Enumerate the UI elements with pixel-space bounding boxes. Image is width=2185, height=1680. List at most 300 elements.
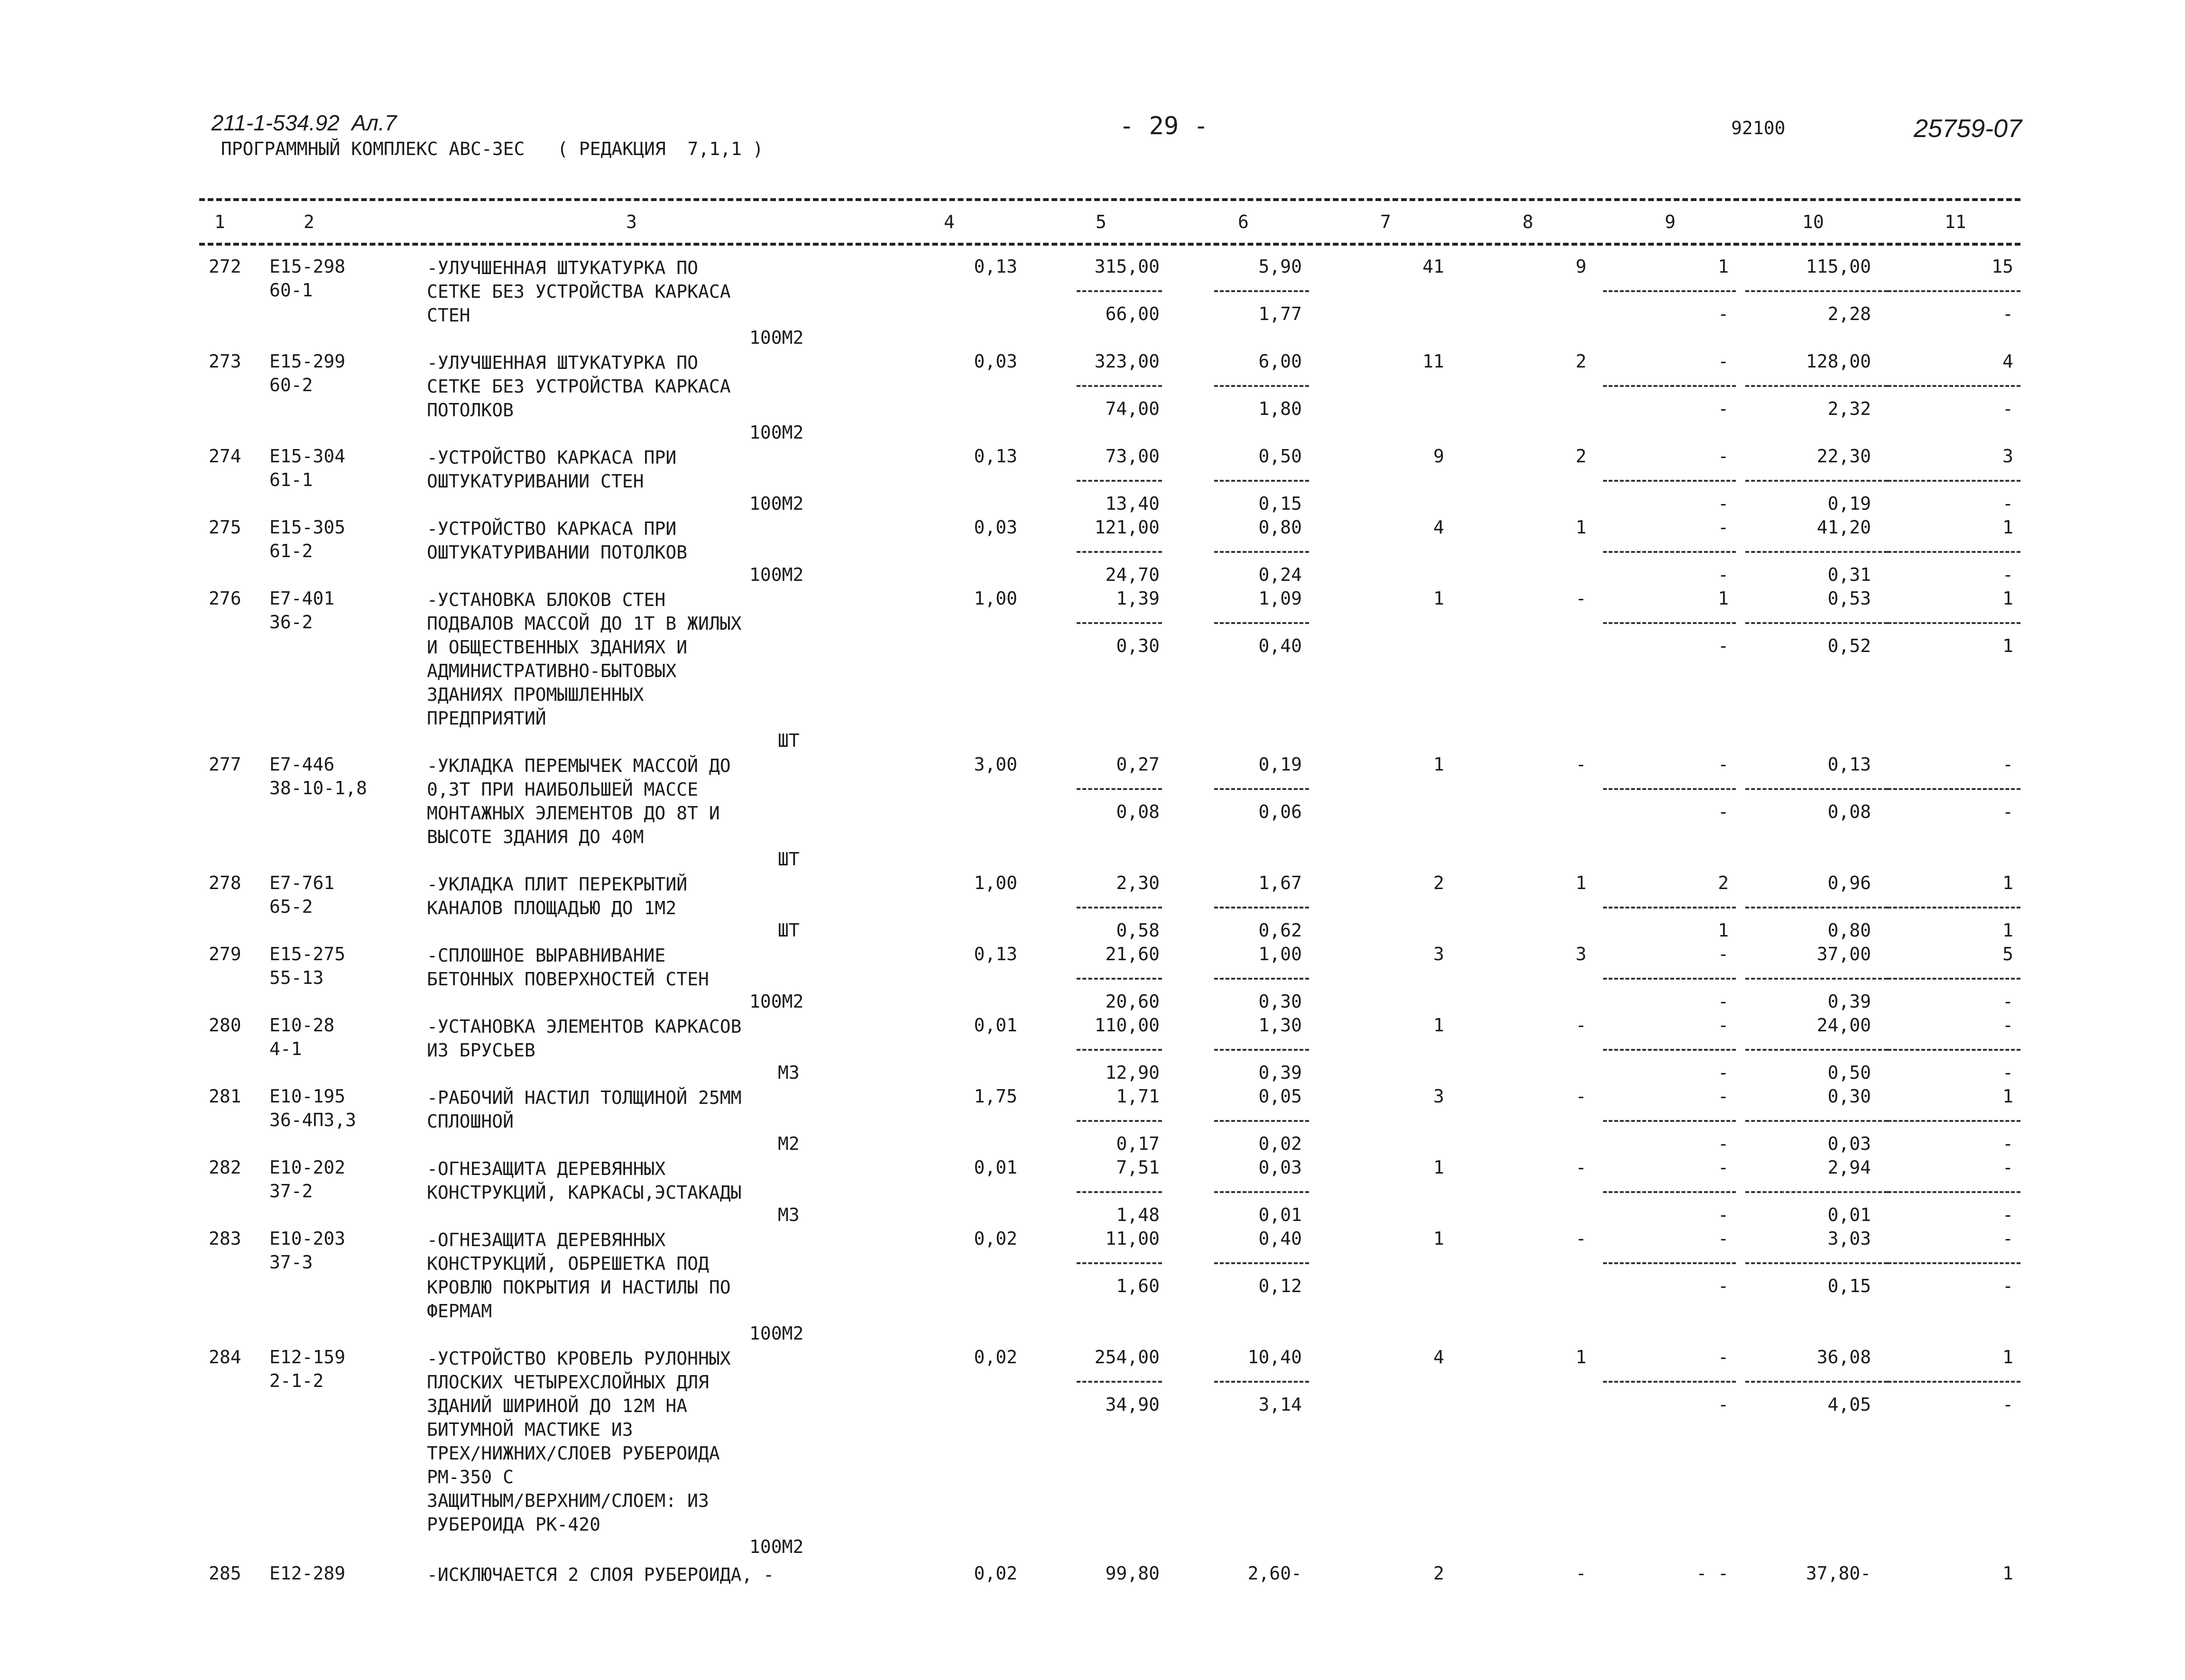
cell-c6b: 1,77 xyxy=(1258,303,1302,324)
cell-c10b: 0,01 xyxy=(1827,1204,1871,1225)
description-line: И ОБЩЕСТВЕННЫХ ЗДАНИЯХ И xyxy=(427,637,688,658)
cell-c10: 0,53 xyxy=(1827,588,1871,609)
cell-c8: 1 xyxy=(1576,1347,1586,1368)
description-line: -ОГНЕЗАЩИТА ДЕРЕВЯННЫХ xyxy=(427,1158,666,1179)
description-line: -УСТАНОВКА ЭЛЕМЕНТОВ КАРКАСОВ xyxy=(427,1016,742,1037)
cell-description xyxy=(427,944,709,991)
cell-c10: 22,30 xyxy=(1816,446,1871,467)
cell-c5b: 1,60 xyxy=(1116,1276,1160,1296)
description-line: БЕТОННЫХ ПОВЕРХНОСТЕЙ СТЕН xyxy=(427,969,709,990)
cell-unit: М3 xyxy=(778,1204,800,1225)
cell-c9b: - xyxy=(1718,991,1729,1012)
cell-unit: М3 xyxy=(778,1062,800,1083)
cell-c9: - xyxy=(1718,1086,1729,1107)
cell-unit: М2 xyxy=(778,1133,800,1154)
cell-num: 272 xyxy=(209,256,241,277)
row-separator xyxy=(1603,907,1736,909)
row-separator xyxy=(1745,1049,1888,1051)
cell-c9: - xyxy=(1718,517,1729,538)
row-separator xyxy=(1888,1381,2020,1383)
cell-c11b: - xyxy=(2002,1204,2013,1225)
cell-code: Е12-159 xyxy=(269,1347,346,1368)
cell-c9: 2 xyxy=(1718,872,1729,893)
cell-c10b: 0,52 xyxy=(1827,635,1871,656)
cell-c10: 37,80- xyxy=(1806,1563,1871,1584)
row-separator xyxy=(1603,1049,1736,1051)
col-header-9: 9 xyxy=(1665,211,1676,232)
header-code: 92100 xyxy=(1731,118,1786,138)
cell-c5b: 20,60 xyxy=(1105,991,1160,1012)
row-separator xyxy=(1603,480,1736,482)
cell-c8: - xyxy=(1576,754,1586,775)
row-separator xyxy=(1077,788,1162,790)
cell-code2: 60-2 xyxy=(269,375,313,395)
cell-qty: 0,03 xyxy=(974,351,1017,372)
cell-qty: 0,01 xyxy=(974,1157,1017,1178)
cell-c8: 1 xyxy=(1576,517,1586,538)
row-separator xyxy=(1077,1191,1162,1193)
cell-c9: - xyxy=(1718,1015,1729,1036)
cell-c5b: 13,40 xyxy=(1105,493,1160,514)
cell-c9: - - xyxy=(1696,1563,1729,1584)
row-separator xyxy=(1603,1120,1736,1122)
cell-num: 277 xyxy=(209,754,241,775)
cell-c7: 2 xyxy=(1433,872,1444,893)
table-row xyxy=(0,256,2185,351)
col-header-4: 4 xyxy=(944,211,955,232)
row-separator xyxy=(1745,290,1888,292)
cell-c9: 1 xyxy=(1718,256,1729,277)
cell-c5: 2,30 xyxy=(1116,872,1160,893)
cell-c9b: - xyxy=(1718,398,1729,419)
row-separator xyxy=(1888,480,2020,482)
cell-code2: 38-10-1,8 xyxy=(269,778,367,799)
cell-c10b: 2,28 xyxy=(1827,303,1871,324)
cell-c5b: 0,17 xyxy=(1116,1133,1160,1154)
cell-c9b: - xyxy=(1718,564,1729,585)
cell-qty: 0,02 xyxy=(974,1347,1017,1368)
cell-qty: 0,13 xyxy=(974,446,1017,467)
cell-c9: - xyxy=(1718,1347,1729,1368)
row-separator xyxy=(1077,1262,1162,1264)
cell-c7: 11 xyxy=(1422,351,1444,372)
cell-qty: 1,00 xyxy=(974,588,1017,609)
cell-description xyxy=(427,1347,731,1536)
cell-c11b: - xyxy=(2002,801,2013,822)
cell-c7: 4 xyxy=(1433,1347,1444,1368)
cell-c10: 24,00 xyxy=(1816,1015,1871,1036)
cell-c5: 254,00 xyxy=(1094,1347,1160,1368)
cell-c7: 41 xyxy=(1422,256,1444,277)
cell-code2: 37-2 xyxy=(269,1181,313,1202)
cell-c11b: - xyxy=(2002,991,2013,1012)
doc-code-text: 211-1-534.92 xyxy=(211,110,340,135)
row-separator xyxy=(1214,480,1309,482)
cell-code2: 60-1 xyxy=(269,280,313,301)
cell-c6b: 0,12 xyxy=(1258,1276,1302,1296)
cell-c6b: 0,02 xyxy=(1258,1133,1302,1154)
cell-c11b: - xyxy=(2002,1133,2013,1154)
cell-c9b: - xyxy=(1718,493,1729,514)
col-header-3: 3 xyxy=(626,211,637,232)
cell-c10b: 0,31 xyxy=(1827,564,1871,585)
description-line: ПОДВАЛОВ МАССОЙ ДО 1Т В ЖИЛЫХ xyxy=(427,613,742,634)
description-line: КОНСТРУКЦИЙ, КАРКАСЫ,ЭСТАКАДЫ xyxy=(427,1182,742,1203)
cell-code: Е15-275 xyxy=(269,944,346,964)
row-separator xyxy=(1603,788,1736,790)
description-line: КАНАЛОВ ПЛОЩАДЬЮ ДО 1М2 xyxy=(427,898,677,918)
cell-num: 283 xyxy=(209,1228,241,1249)
cell-c9b: - xyxy=(1718,801,1729,822)
row-separator xyxy=(1603,622,1736,624)
cell-c8: 2 xyxy=(1576,351,1586,372)
cell-c9: - xyxy=(1718,1157,1729,1178)
cell-c5: 73,00 xyxy=(1105,446,1160,467)
cell-c11b: - xyxy=(2002,1276,2013,1296)
description-line: -УСТРОЙСТВО КРОВЕЛЬ РУЛОННЫХ xyxy=(427,1348,731,1369)
row-separator xyxy=(1745,1381,1888,1383)
cell-description xyxy=(427,256,731,327)
cell-c8: - xyxy=(1576,1015,1586,1036)
row-separator xyxy=(1888,622,2020,624)
cell-c9b: - xyxy=(1718,635,1729,656)
table-header-rule xyxy=(199,243,2020,246)
cell-qty: 1,00 xyxy=(974,872,1017,893)
cell-c9b: - xyxy=(1718,1204,1729,1225)
cell-c6: 0,03 xyxy=(1258,1157,1302,1178)
description-line: -УСТРОЙСТВО КАРКАСА ПРИ xyxy=(427,447,677,468)
cell-c10: 2,94 xyxy=(1827,1157,1871,1178)
cell-c10b: 0,03 xyxy=(1827,1133,1871,1154)
cell-num: 282 xyxy=(209,1157,241,1178)
cell-num: 280 xyxy=(209,1015,241,1036)
description-line: БИТУМНОЙ МАСТИКЕ ИЗ xyxy=(427,1419,633,1440)
cell-c9b: - xyxy=(1718,303,1729,324)
cell-c10: 128,00 xyxy=(1806,351,1871,372)
description-line: ЗАЩИТНЫМ/ВЕРХНИМ/СЛОЕМ: ИЗ xyxy=(427,1490,709,1511)
cell-code: Е15-304 xyxy=(269,446,346,467)
cell-num: 275 xyxy=(209,517,241,538)
row-separator xyxy=(1077,622,1162,624)
row-separator xyxy=(1745,622,1888,624)
cell-c11: 1 xyxy=(2002,872,2013,893)
description-line: ВЫСОТЕ ЗДАНИЯ ДО 40М xyxy=(427,826,644,847)
cell-description xyxy=(427,1015,741,1062)
cell-code: Е7-401 xyxy=(269,588,335,609)
cell-qty: 0,13 xyxy=(974,944,1017,964)
row-separator xyxy=(1603,551,1736,553)
cell-c11b: - xyxy=(2002,564,2013,585)
cell-c11: 4 xyxy=(2002,351,2013,372)
cell-code: Е15-305 xyxy=(269,517,346,538)
row-separator xyxy=(1077,1049,1162,1051)
cell-c10: 115,00 xyxy=(1806,256,1871,277)
cell-c5: 323,00 xyxy=(1094,351,1160,372)
cell-c5: 11,00 xyxy=(1105,1228,1160,1249)
table-row xyxy=(0,754,2185,870)
description-line: -ОГНЕЗАЩИТА ДЕРЕВЯННЫХ xyxy=(427,1230,666,1250)
cell-c11: 5 xyxy=(2002,944,2013,964)
cell-c11: 1 xyxy=(2002,1563,2013,1584)
description-line: ЗДАНИЯХ ПРОМЫШЛЕННЫХ xyxy=(427,684,644,705)
cell-c7: 2 xyxy=(1433,1563,1444,1584)
cell-c6: 0,05 xyxy=(1258,1086,1302,1107)
cell-c6b: 0,15 xyxy=(1258,493,1302,514)
cell-num: 281 xyxy=(209,1086,241,1107)
cell-c11b: 1 xyxy=(2002,635,2013,656)
program-name: ПРОГРАММНЫЙ КОМПЛЕКС АВС-3ЕС xyxy=(221,138,525,159)
row-separator xyxy=(1888,978,2020,980)
description-line: КОНСТРУКЦИЙ, ОБРЕШЕТКА ПОД xyxy=(427,1253,709,1274)
cell-c9b: - xyxy=(1718,1062,1729,1083)
cell-c8: 2 xyxy=(1576,446,1586,467)
cell-c8: - xyxy=(1576,1157,1586,1178)
col-header-6: 6 xyxy=(1238,211,1249,232)
cell-c5b: 12,90 xyxy=(1105,1062,1160,1083)
cell-unit: 100М2 xyxy=(749,422,804,443)
row-separator xyxy=(1214,1049,1309,1051)
cell-c6b: 0,06 xyxy=(1258,801,1302,822)
col-header-10: 10 xyxy=(1802,211,1824,232)
cell-unit: 100М2 xyxy=(749,991,804,1012)
description-line: ПОТОЛКОВ xyxy=(427,400,514,421)
cell-c6: 0,80 xyxy=(1258,517,1302,538)
cell-num: 279 xyxy=(209,944,241,964)
cell-c6: 5,90 xyxy=(1258,256,1302,277)
row-separator xyxy=(1077,480,1162,482)
description-line: -УСТРОЙСТВО КАРКАСА ПРИ xyxy=(427,518,677,539)
cell-c11: 3 xyxy=(2002,446,2013,467)
cell-c6: 1,00 xyxy=(1258,944,1302,964)
cell-c11: 15 xyxy=(1991,256,2013,277)
description-line: -РАБОЧИЙ НАСТИЛ ТОЛЩИНОЙ 25ММ xyxy=(427,1087,742,1108)
page-number: - 29 - xyxy=(1119,112,1208,140)
cell-c5: 99,80 xyxy=(1105,1563,1160,1584)
cell-c7: 4 xyxy=(1433,517,1444,538)
cell-code2: 65-2 xyxy=(269,896,313,917)
cell-c9: - xyxy=(1718,446,1729,467)
row-separator xyxy=(1745,1262,1888,1264)
row-separator xyxy=(1603,1262,1736,1264)
cell-code2: 2-1-2 xyxy=(269,1370,324,1391)
description-line: ПЛОСКИХ ЧЕТЫРЕХСЛОЙНЫХ ДЛЯ xyxy=(427,1372,709,1393)
description-line: -УЛУЧШЕННАЯ ШТУКАТУРКА ПО xyxy=(427,257,698,278)
cell-unit: ШТ xyxy=(778,920,800,941)
program-title xyxy=(199,118,764,159)
cell-c10b: 0,15 xyxy=(1827,1276,1871,1296)
cell-c7: 1 xyxy=(1433,1228,1444,1249)
cell-c5: 0,27 xyxy=(1116,754,1160,775)
description-line: -ИСКЛЮЧАЕТСЯ 2 СЛОЯ РУБЕРОИДА, - xyxy=(427,1564,774,1585)
table-row xyxy=(0,1563,2185,1658)
cell-c5: 315,00 xyxy=(1094,256,1160,277)
cell-unit: 100М2 xyxy=(749,327,804,348)
row-separator xyxy=(1745,480,1888,482)
cell-c10: 0,30 xyxy=(1827,1086,1871,1107)
cell-c6: 0,50 xyxy=(1258,446,1302,467)
cell-c9: - xyxy=(1718,944,1729,964)
cell-c7: 1 xyxy=(1433,1157,1444,1178)
cell-c7: 1 xyxy=(1433,588,1444,609)
edition-text: ( РЕДАКЦИЯ 7,1,1 ) xyxy=(557,138,764,159)
row-separator xyxy=(1603,1381,1736,1383)
cell-c5b: 24,70 xyxy=(1105,564,1160,585)
row-separator xyxy=(1214,978,1309,980)
cell-c6b: 0,01 xyxy=(1258,1204,1302,1225)
cell-description xyxy=(427,588,741,730)
col-header-7: 7 xyxy=(1380,211,1391,232)
cell-qty: 0,13 xyxy=(974,256,1017,277)
row-separator xyxy=(1214,622,1309,624)
description-line: -УСТАНОВКА БЛОКОВ СТЕН xyxy=(427,589,666,610)
description-line: -УКЛАДКА ПЛИТ ПЕРЕКРЫТИЙ xyxy=(427,874,688,895)
cell-c8: - xyxy=(1576,1563,1586,1584)
cell-c6b: 1,80 xyxy=(1258,398,1302,419)
cell-description xyxy=(427,1086,741,1133)
col-header-2: 2 xyxy=(304,211,314,232)
row-separator xyxy=(1888,551,2020,553)
row-separator xyxy=(1603,385,1736,387)
row-separator xyxy=(1888,1262,2020,1264)
cell-unit: 100М2 xyxy=(749,564,804,585)
cell-unit: ШТ xyxy=(778,730,800,751)
description-line: -УЛУЧШЕННАЯ ШТУКАТУРКА ПО xyxy=(427,352,698,373)
cell-c9: - xyxy=(1718,754,1729,775)
cell-code: Е10-28 xyxy=(269,1015,335,1036)
row-separator xyxy=(1888,290,2020,292)
cell-c10: 36,08 xyxy=(1816,1347,1871,1368)
cell-code: Е12-289 xyxy=(269,1563,346,1584)
cell-c8: 3 xyxy=(1576,944,1586,964)
cell-num: 284 xyxy=(209,1347,241,1368)
cell-num: 273 xyxy=(209,351,241,372)
cell-c7: 3 xyxy=(1433,1086,1444,1107)
row-separator xyxy=(1214,551,1309,553)
cell-c7: 1 xyxy=(1433,754,1444,775)
cell-c5b: 1,48 xyxy=(1116,1204,1160,1225)
cell-code: Е15-298 xyxy=(269,256,346,277)
description-line: СПЛОШНОЙ xyxy=(427,1111,514,1132)
cell-qty: 1,75 xyxy=(974,1086,1017,1107)
cell-qty: 3,00 xyxy=(974,754,1017,775)
description-line: СТЕН xyxy=(427,305,470,326)
cell-c8: - xyxy=(1576,588,1586,609)
table-row xyxy=(0,588,2185,751)
cell-c5: 21,60 xyxy=(1105,944,1160,964)
cell-c6: 6,00 xyxy=(1258,351,1302,372)
cell-description xyxy=(427,1563,774,1587)
cell-c5b: 34,90 xyxy=(1105,1394,1160,1415)
description-line: ОШТУКАТУРИВАНИИ СТЕН xyxy=(427,471,644,492)
row-separator xyxy=(1214,385,1309,387)
cell-unit: 100М2 xyxy=(749,1323,804,1344)
row-separator xyxy=(1214,1262,1309,1264)
row-separator xyxy=(1745,978,1888,980)
table-row xyxy=(0,1228,2185,1344)
cell-qty: 0,01 xyxy=(974,1015,1017,1036)
cell-c6: 1,30 xyxy=(1258,1015,1302,1036)
cell-c9: 1 xyxy=(1718,588,1729,609)
cell-description xyxy=(427,1157,741,1204)
cell-num: 278 xyxy=(209,872,241,893)
cell-c10: 3,03 xyxy=(1827,1228,1871,1249)
cell-c5b: 0,08 xyxy=(1116,801,1160,822)
description-line: РМ-350 С xyxy=(427,1467,514,1487)
cell-c6b: 0,39 xyxy=(1258,1062,1302,1083)
cell-c5: 1,71 xyxy=(1116,1086,1160,1107)
cell-c9: - xyxy=(1718,351,1729,372)
cell-code: Е10-202 xyxy=(269,1157,346,1178)
cell-c10: 41,20 xyxy=(1816,517,1871,538)
cell-c9: - xyxy=(1718,1228,1729,1249)
description-line: ТРЕХ/НИЖНИХ/СЛОЕВ РУБЕРОИДА xyxy=(427,1443,720,1464)
cell-unit: ШТ xyxy=(778,849,800,870)
table-row xyxy=(0,1347,2185,1557)
cell-c5: 110,00 xyxy=(1094,1015,1160,1036)
cell-c11: 1 xyxy=(2002,588,2013,609)
cell-c8: - xyxy=(1576,1086,1586,1107)
row-separator xyxy=(1888,1120,2020,1122)
row-separator xyxy=(1745,551,1888,553)
row-separator xyxy=(1603,290,1736,292)
cell-code: Е7-761 xyxy=(269,872,335,893)
description-line: СЕТКЕ БЕЗ УСТРОЙСТВА КАРКАСА xyxy=(427,281,731,302)
description-line: -СПЛОШНОЕ ВЫРАВНИВАНИЕ xyxy=(427,945,666,966)
row-separator xyxy=(1888,788,2020,790)
col-header-5: 5 xyxy=(1096,211,1106,232)
row-separator xyxy=(1745,1120,1888,1122)
row-separator xyxy=(1214,1120,1309,1122)
cell-c8: 9 xyxy=(1576,256,1586,277)
description-line: ПРЕДПРИЯТИЙ xyxy=(427,708,546,729)
cell-num: 276 xyxy=(209,588,241,609)
cell-c6: 10,40 xyxy=(1247,1347,1302,1368)
cell-c6: 0,19 xyxy=(1258,754,1302,775)
cell-c9b: - xyxy=(1718,1394,1729,1415)
row-separator xyxy=(1214,1191,1309,1193)
cell-description xyxy=(427,446,676,493)
cell-c10b: 0,08 xyxy=(1827,801,1871,822)
cell-c11: - xyxy=(2002,1015,2013,1036)
cell-c11: - xyxy=(2002,1228,2013,1249)
cell-c11b: 1 xyxy=(2002,920,2013,941)
cell-code2: 36-2 xyxy=(269,612,313,633)
cell-c6b: 0,62 xyxy=(1258,920,1302,941)
cell-code2: 61-1 xyxy=(269,469,313,490)
row-separator xyxy=(1077,1381,1162,1383)
cell-c8: 1 xyxy=(1576,872,1586,893)
row-separator xyxy=(1888,907,2020,909)
cell-description xyxy=(427,351,731,422)
cell-c6: 0,40 xyxy=(1258,1228,1302,1249)
cell-num: 285 xyxy=(209,1563,241,1584)
row-separator xyxy=(1214,1381,1309,1383)
cell-unit: 100М2 xyxy=(749,493,804,514)
description-line: 0,3Т ПРИ НАИБОЛЬШЕЙ МАССЕ xyxy=(427,779,698,800)
col-header-8: 8 xyxy=(1522,211,1533,232)
row-separator xyxy=(1077,1120,1162,1122)
table-top-rule xyxy=(199,198,2020,201)
row-separator xyxy=(1077,907,1162,909)
cell-c6b: 0,24 xyxy=(1258,564,1302,585)
table-row xyxy=(0,351,2185,446)
cell-c6: 2,60- xyxy=(1247,1563,1302,1584)
cell-qty: 0,02 xyxy=(974,1563,1017,1584)
cell-c5: 121,00 xyxy=(1094,517,1160,538)
cell-num: 274 xyxy=(209,446,241,467)
cell-c10b: 0,80 xyxy=(1827,920,1871,941)
cell-c11b: - xyxy=(2002,303,2013,324)
